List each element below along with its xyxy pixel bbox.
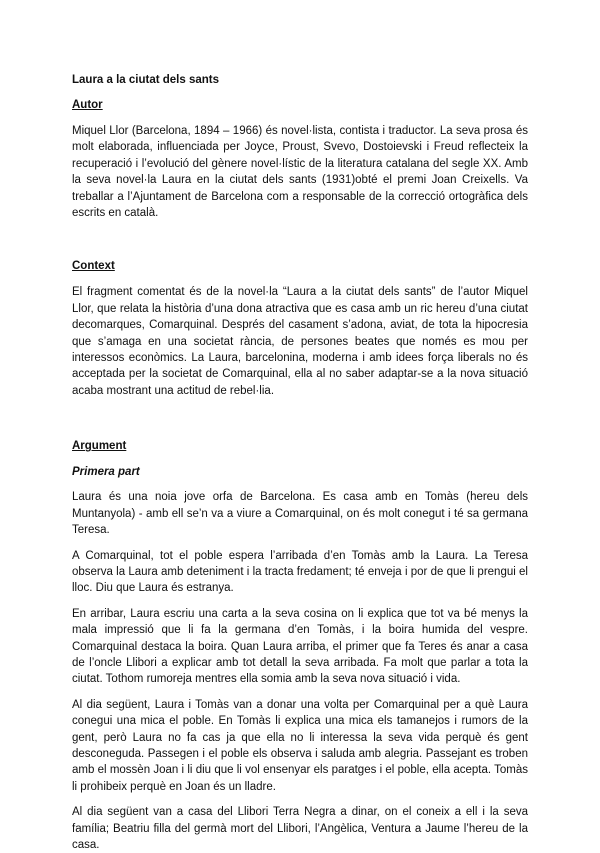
section-heading-autor: Autor [72,99,103,111]
subheading-primera-part: Primera part [72,466,140,479]
section-argument [72,438,528,853]
spacer [72,230,528,258]
paragraph-argument-4: Al dia següent, Laura i Tomàs van a donar una volta per Comarquinal per a què Laura conegui una mica el poble. En Tomàs li explica una mica els tamanejos i rumors de la gent, però Laura no fa cas ja que ella no li interessa la seva vida perquè és gent desconeguda. Passegen i el poble els observa i saluda amb alegria. Passejant es troben amb el mossèn Joan i li diu que li vol ensenyar els paratges i el poble, ella acepta. Tomàs li prohibeix perquè en Joan és un lladre. [72,698,528,793]
paragraph-argument-1: Laura és una noia jove orfa de Barcelona. Es casa amb en Tomàs (hereu dels Muntanyola) - amb ell se’n va a viure a Comarquinal, on és molt conegut i té sa germana Teresa. [72,491,528,537]
paragraph-argument-5: Al dia següent van a casa del Llibori Terra Negra a dinar, on el coneix a ell i la seva família; Beatriu filla del germà mort del Llibori, l’Angèlica, Ventura a Jaume l’hereu de la casa. [72,806,528,851]
paragraph-context: El fragment comentat és de la novel·la “Laura a la ciutat dels sants” de l’autor Miquel Llor, que relata la història d’una dona atractiva que es casa amb un ric hereu d’una ciutat decomarques, Comarquinal. Després del casament s’adona, aviat, de tota la hipocresia que s’amaga en una societat rància, de persones beates que només es mou per interessos econòmics. La Laura, barcelonina, moderna i amb idees força liberals no és acceptada per la societat de Comarquinal, ella al no saber adaptar-se a la nova situació acaba mostrant una actitud de rebel·lia. [72,286,528,397]
document-title: Laura a la ciutat dels sants [72,74,220,86]
paragraph-argument-2: A Comarquinal, tot el poble espera l’arribada d’en Tomàs amb la Laura. La Teresa observa la Laura amb deteniment i la tracta fredament; té enveja i por de que li prengui el lloc. Diu que Laura és estranya. [72,549,528,595]
section-context [72,258,528,399]
spacer [72,408,528,438]
paragraph-argument-3: En arribar, Laura escriu una carta a la seva cosina on li explica que tot va bé menys la mala impressió que li fa la germana d’en Tomàs, i la boira humida del vespre. Comarquinal destaca la boira. Quan Laura arriba, el primer que fa Teres és anar a casa de l’oncle Llibori a explicar amb tot detall la seva arribada. Fa molt que parlar a tota la ciutat. Tothom rumoreja mentres ella somia amb la seva nova situació i vida. [72,607,528,686]
section-heading-argument: Argument [72,440,127,453]
paragraph-autor: Miquel Llor (Barcelona, 1894 – 1966) és novel·lista, contista i traductor. La seva prosa és molt elaborada, influenciada per Joyce, Proust, Svevo, Dostoievski i Freud reflecteix la recuperació i l’evolució del gènere novel·lístic de la literatura catalana del segle XX. Amb la seva novel·la Laura en la ciutat dels sants (1931)obté el premi Joan Creixells. Va treballar a l’Ajuntament de Barcelona com a responsable de la correcció ortogràfica dels escrits en català. [72,125,528,220]
section-heading-context: Context [72,260,115,273]
section-autor [72,97,528,221]
